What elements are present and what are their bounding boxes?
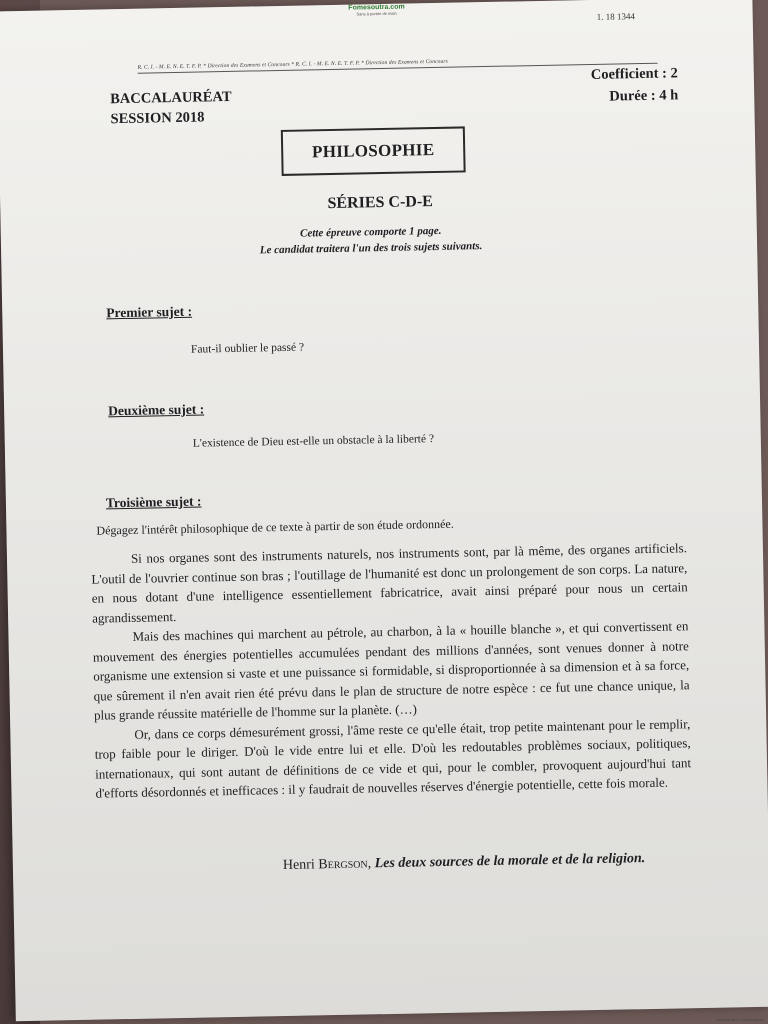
exam-info	[110, 87, 232, 129]
passage-paragraph: Mais des machines qui marchent au pétrole, au charbon, à la « houille blanche », et qui convertissent en mouvement des énergies potentielles accumulées pendant des millions d'années, sont venues donner à notre organisme une extension si vaste et une puissance si formidable, si disproportionnée à sa dimension et à sa force, que sûrement il n'en avait rien été prévu dans le plan de structure de notre espèce : ce fut une chance unique, la plus grande réussite matérielle de l'homme sur la planète. (…)	[92, 618, 690, 723]
philosophy-passage	[91, 538, 692, 803]
topic-2-heading: Deuxième sujet :	[108, 401, 205, 419]
exam-session: SESSION 2018	[110, 109, 205, 128]
exam-meta	[558, 62, 679, 108]
subject-title: PHILOSOPHIE	[281, 126, 466, 176]
duration: Durée : 4 h	[609, 87, 679, 105]
scanner-note: Scanné avec CamScanner	[716, 1017, 764, 1022]
document-reference: 1. 18 1344	[596, 11, 636, 22]
coefficient: Coefficient : 2	[590, 65, 678, 83]
topic-1-question: Faut-il oublier le passé ?	[190, 341, 305, 356]
author-last-name: Bergson	[318, 856, 368, 873]
topic-2-question: L'existence de Dieu est-elle un obstacle à la liberté ?	[192, 433, 435, 450]
instructions	[201, 221, 542, 260]
instruction-line: Le candidat traitera l'un des trois sujets suivants.	[259, 240, 483, 257]
passage-paragraph: Or, dans ce corps démesurément grossi, l'âme reste ce qu'elle était, trop petite maintenant pour le remplir, trop faible pour le diriger. D'où le vide entre lui et elle. D'où les redoutables problèmes sociaux, politiques, internationaux, qui sont autant de définitions de ce vide et qui, pour le combler, provoquent aujourd'hui tant d'efforts désordonnés et inefficaces : il y faudrait de nouvelles réserves d'énergie potentielle, cette fois morale.	[94, 715, 692, 801]
text-instruction: Dégagez l'intérêt philosophique de ce texte à partir de son étude ordonnée.	[96, 516, 454, 538]
instruction-line: Cette épreuve comporte 1 page.	[299, 224, 442, 240]
header-strip: R. C. I. - M. E. N. E. T. F. P. * Direction des Examens et Concours * R. C. I. - M. E. N. E. T. F. P. * Direction des Examens et Concours	[138, 55, 658, 74]
attribution: Henri Bergson, Les deux sources de la morale et de la religion.	[282, 851, 646, 874]
work-title: Les deux sources de la morale et de la religion.	[374, 851, 646, 872]
exam-name: BACCALAURÉAT	[110, 88, 232, 108]
author-first-name: Henri	[282, 857, 315, 874]
watermark-logo	[336, 3, 416, 17]
watermark-site: Fomesoutra.com	[348, 3, 405, 12]
passage-paragraph: Si nos organes sont des instruments naturels, nos instruments sont, par là même, des organes artificiels. L'outil de l'ouvrier continue son bras ; l'outillage de l'humanité est donc un prolongement de son corps. La nature, en nous dotant d'une intelligence essentiellement fabricatrice, avait ainsi préparé pour nous un certain agrandissement.	[91, 540, 688, 626]
topic-3-heading: Troisième sujet :	[105, 493, 202, 511]
watermark-tagline: Sans à portée de main	[356, 10, 397, 17]
series-title: SÉRIES C-D-E	[327, 193, 434, 213]
topic-1-heading: Premier sujet :	[106, 303, 193, 321]
